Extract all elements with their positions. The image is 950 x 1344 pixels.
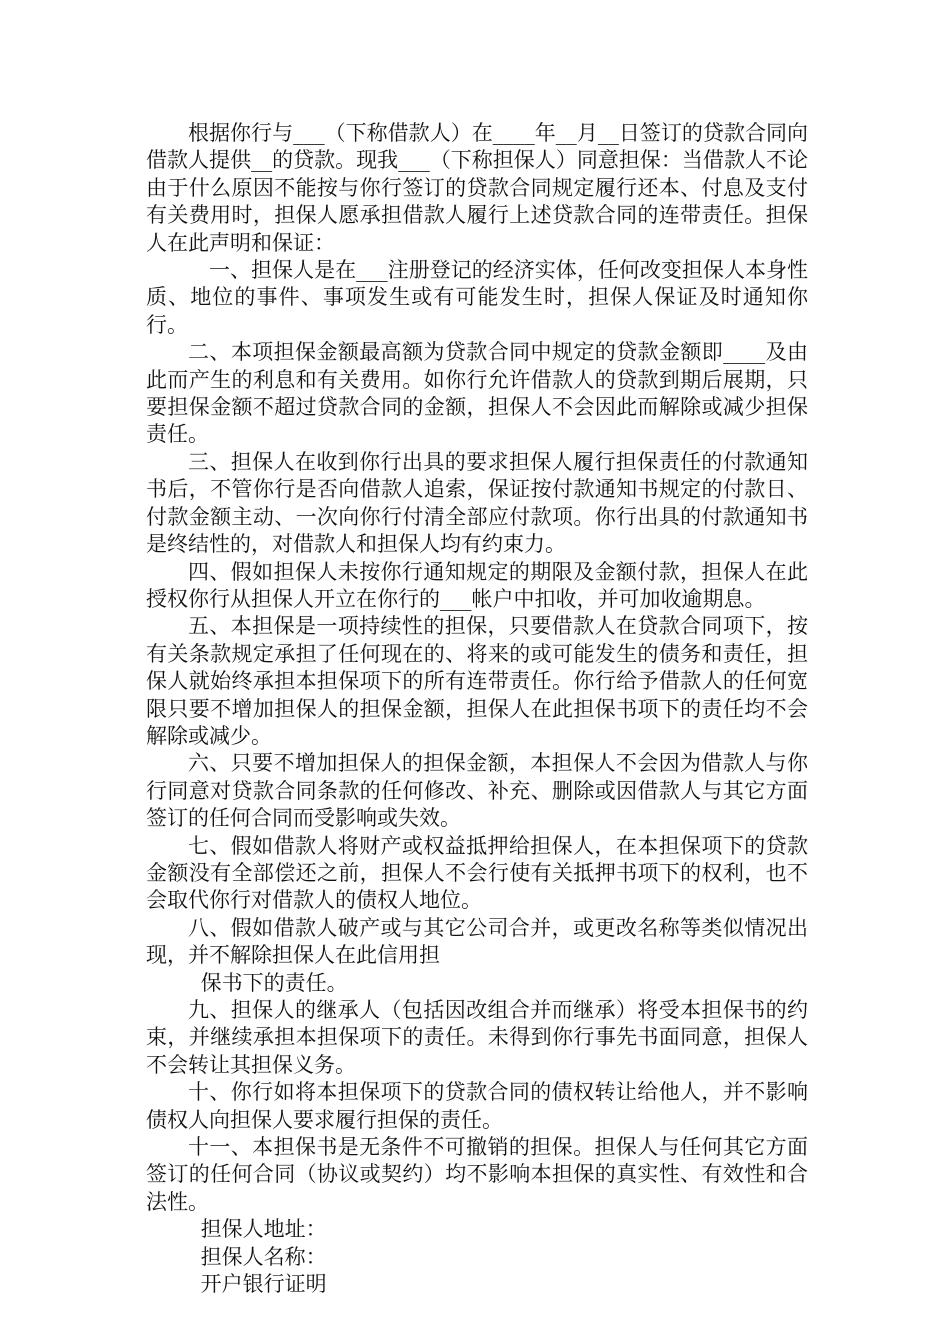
bank-certificate-label: 开户银行证明 [200, 1272, 327, 1297]
clause-1: 一、担保人是在___注册登记的经济实体，任何改变担保人本身性质、地位的事件、事项发生或有可能发生时，担保人保证及时通知你行。 [146, 258, 808, 337]
clause-9: 九、担保人的继承人（包括因改组合并而继承）将受本担保书的约束，并继续承担本担保项下的责任。未得到你行事先书面同意，担保人不会转让其担保义务。 [146, 998, 808, 1077]
clause-5: 五、本担保是一项持续性的担保，只要借款人在贷款合同项下，按有关条款规定承担了任何现在的、将来的或可能发生的债务和责任，担保人就始终承担本担保项下的所有连带责任。你行给予借款人的任何宽限只要不增加担保人的担保金额，担保人在此担保书项下的责任均不会解除或减少。 [146, 614, 808, 748]
clause-10: 十、你行如将本担保项下的贷款合同的债权转让给他人，并不影响债权人向担保人要求履行担保的责任。 [146, 1080, 808, 1132]
clause-11: 十一、本担保书是无条件不可撤销的担保。担保人与任何其它方面签订的任何合同（协议或契约）均不影响本担保的真实性、有效性和合法性。 [146, 1135, 808, 1214]
clause-4: 四、假如担保人未按你行通知规定的期限及金额付款，担保人在此授权你行从担保人开立在你行的___帐户中扣收，并可加收逾期息。 [146, 559, 808, 611]
clause-2: 二、本项担保金额最高额为贷款合同中规定的贷款金额即____及由此而产生的利息和有关费用。如你行允许借款人的贷款到期后展期，只要担保金额不超过贷款合同的金额，担保人不会因此而解除或减少担保责任。 [146, 340, 808, 447]
clause-8-continued: 保书下的责任。 [200, 970, 348, 995]
guarantor-address-label: 担保人地址： [200, 1217, 327, 1242]
guarantor-name-label: 担保人名称： [200, 1244, 327, 1269]
clause-8: 八、假如借款人破产或与其它公司合并，或更改名称等类似情况出现，并不解除担保人在此信用担 [146, 915, 808, 968]
clause-7: 七、假如借款人将财产或权益抵押给担保人，在本担保项下的贷款金额没有全部偿还之前，担保人不会行使有关抵押书项下的权利，也不会取代你行对借款人的债权人地位。 [146, 833, 808, 913]
guarantee-letter [146, 120, 808, 1298]
clause-6: 六、只要不增加担保人的担保金额，本担保人不会因为借款人与你行同意对贷款合同条款的任何修改、补充、删除或因借款人与其它方面签订的任何合同而受影响或失效。 [146, 751, 808, 831]
clause-3: 三、担保人在收到你行出具的要求担保人履行担保责任的付款通知书后，不管你行是否向借款人追索，保证按付款通知书规定的付款日、付款金额主动、一次向你行付清全部应付款项。你行出具的付款通知书是终结性的，对借款人和担保人均有约束力。 [146, 449, 808, 557]
intro-paragraph: 根据你行与___（下称借款人）在____年__月__日签订的贷款合同向借款人提供__的贷款。现我___（下称担保人）同意担保：当借款人不论由于什么原因不能按与你行签订的贷款合同规定履行还本、付息及支付有关费用时，担保人愿承担借款人履行上述贷款合同的连带责任。担保人在此声明和保证： [146, 121, 808, 255]
